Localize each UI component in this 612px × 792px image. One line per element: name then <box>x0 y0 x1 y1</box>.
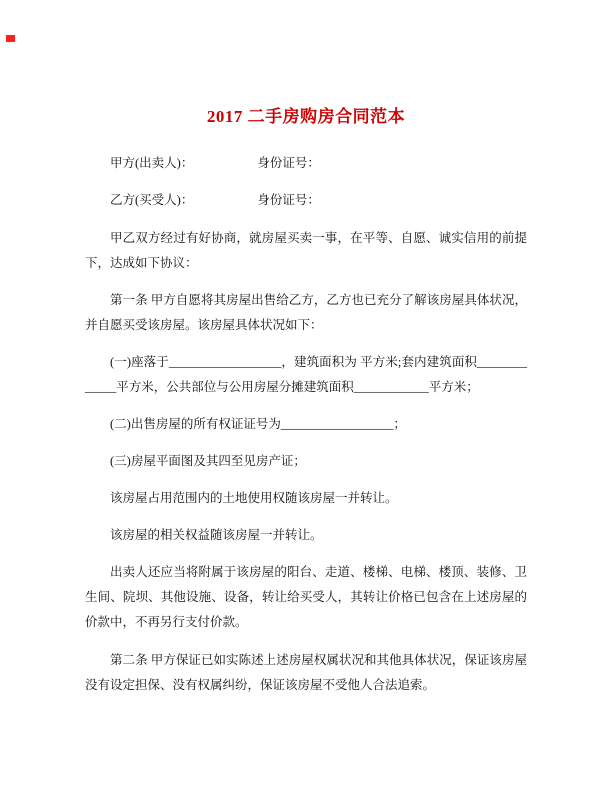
party-a-line <box>85 151 527 176</box>
clause-1-item-3: (三)房屋平面图及其四至见房产证； <box>110 454 306 468</box>
red-edit-mark <box>6 35 15 42</box>
clause-2-paragraph: 第二条 甲方保证已如实陈述上述房屋权属状况和其他具体状况，保证该房屋没有设定担保、没有权属纠纷，保证该房屋不受他人合法追索。 <box>85 653 527 692</box>
party-a-role-label: 甲方(出卖人)： <box>110 156 194 170</box>
land-use-right-paragraph: 该房屋占用范围内的土地使用权随该房屋一并转让。 <box>110 491 398 505</box>
clause-1-item-1: (一)座落于__________________，建筑面积为 平方米;套内建筑面积_____________平方米，公共部位与公用房屋分摊建筑面积____________平方米； <box>85 355 527 394</box>
preamble-paragraph: 甲乙双方经过有好协商，就房屋买卖一事，在平等、自愿、诚实信用的前提下，达成如下协议： <box>85 231 527 270</box>
party-b-role-label: 乙方(买受人)： <box>110 193 194 207</box>
clause-1-paragraph: 第一条 甲方自愿将其房屋出售给乙方，乙方也已充分了解该房屋具体状况，并自愿买受该房屋。该房屋具体状况如下： <box>85 293 527 332</box>
party-b-line <box>85 188 527 213</box>
document-title: 2017 二手房购房合同范本 <box>206 107 406 126</box>
clause-1-item-2: (二)出售房屋的所有权证证号为__________________； <box>110 417 406 431</box>
attachments-paragraph: 出卖人还应当将附属于该房屋的阳台、走道、楼梯、电梯、楼顶、装修、卫生间、院坝、其他设施、设备，转让给买受人，其转让价格已包含在上述房屋的价款中，不再另行支付价款。 <box>85 565 527 629</box>
party-a-id-label: 身份证号： <box>257 156 320 170</box>
related-rights-paragraph: 该房屋的相关权益随该房屋一并转让。 <box>110 528 323 542</box>
party-b-id-label: 身份证号： <box>257 193 320 207</box>
